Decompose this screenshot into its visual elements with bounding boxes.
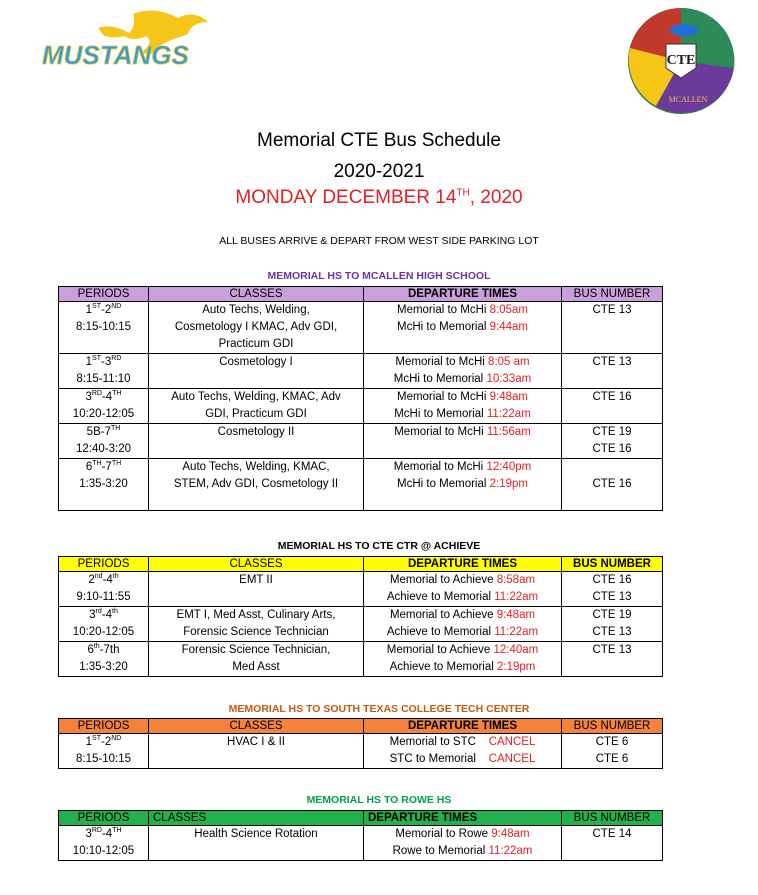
bus-cell: CTE 16 <box>562 389 663 424</box>
table-row <box>59 302 663 354</box>
table-row <box>59 572 663 607</box>
classes-cell: EMT I, Med Asst, Culinary Arts, Forensic Science Technician <box>149 607 364 642</box>
col-header-periods: PERIODS <box>59 719 149 734</box>
period-cell: 6th-7th 1:35-3:20 <box>59 642 149 677</box>
stc-table <box>58 718 663 769</box>
bus-cell: CTE 19 CTE 13 <box>562 607 663 642</box>
period-cell: 1ST-2ND 8:15-10:15 <box>59 734 149 769</box>
table-header-row <box>59 719 663 734</box>
schedule-date: MONDAY DECEMBER 14TH, 2020 <box>235 187 523 208</box>
table-row <box>59 642 663 677</box>
table-header-row <box>59 811 663 826</box>
period-cell: 1ST-2ND 8:15-10:15 <box>59 302 149 354</box>
departure-cell: Memorial to McHi 8:05am McHi to Memorial 9:44am <box>364 302 562 354</box>
mcallen-high-table <box>58 286 663 511</box>
cte-mcallen-logo <box>626 6 736 116</box>
table-row <box>59 389 663 424</box>
schedule-title: Memorial CTE Bus Schedule <box>257 130 501 151</box>
table-row <box>59 826 663 861</box>
bus-cell: CTE 13 <box>562 354 663 389</box>
parking-note: ALL BUSES ARRIVE & DEPART FROM WEST SIDE PARKING LOT <box>219 235 539 247</box>
rowe-table <box>58 810 663 861</box>
period-cell: 3rd-4th 10:20-12:05 <box>59 607 149 642</box>
departure-cell: Memorial to McHi 9:48am McHi to Memorial 11:22am <box>364 389 562 424</box>
table-row <box>59 424 663 459</box>
departure-cell: Memorial to McHi 8:05 am McHi to Memorial 10:33am <box>364 354 562 389</box>
departure-cell: Memorial to Rowe 9:48am Rowe to Memorial 11:22am <box>364 826 562 861</box>
classes-cell: EMT II <box>149 572 364 607</box>
period-cell: 3RD-4TH 10:20-12:05 <box>59 389 149 424</box>
period-cell: 2nd-4th 9:10-11:55 <box>59 572 149 607</box>
col-header-departure: DEPARTURE TIMES <box>364 557 562 572</box>
classes-cell: Health Science Rotation <box>149 826 364 861</box>
svg-text:CTE: CTE <box>666 53 696 68</box>
table-row <box>59 459 663 511</box>
col-header-bus: BUS NUMBER <box>562 811 663 826</box>
section-title-mcallen-high: MEMORIAL HS TO MCALLEN HIGH SCHOOL <box>267 270 491 282</box>
svg-text:MUSTANGS: MUSTANGS <box>42 40 189 70</box>
bus-cell: CTE 6 CTE 6 <box>562 734 663 769</box>
mustangs-logo <box>38 6 218 76</box>
classes-cell: Auto Techs, Welding, Cosmetology I KMAC, Adv GDI, Practicum GDI <box>149 302 364 354</box>
classes-cell: Cosmetology I <box>149 354 364 389</box>
departure-cell: Memorial to Achieve 9:48am Achieve to Memorial 11:22am <box>364 607 562 642</box>
period-cell: 1ST-3RD 8:15-11:10 <box>59 354 149 389</box>
col-header-periods: PERIODS <box>59 287 149 302</box>
table-header-row <box>59 557 663 572</box>
bus-cell: CTE 13 <box>562 642 663 677</box>
col-header-classes: CLASSES <box>149 719 364 734</box>
col-header-departure: DEPARTURE TIMES <box>364 719 562 734</box>
col-header-classes: CLASSES <box>149 811 364 826</box>
departure-cell: Memorial to McHi 12:40pm McHi to Memorial 2:19pm <box>364 459 562 511</box>
bus-cell: CTE 13 <box>562 302 663 354</box>
departure-cell: Memorial to Achieve 8:58am Achieve to Memorial 11:22am <box>364 572 562 607</box>
col-header-bus: BUS NUMBER <box>562 557 663 572</box>
col-header-periods: PERIODS <box>59 557 149 572</box>
classes-cell: Auto Techs, Welding, KMAC, STEM, Adv GDI, Cosmetology II <box>149 459 364 511</box>
classes-cell: Forensic Science Technician, Med Asst <box>149 642 364 677</box>
period-cell: 3RD-4TH 10:10-12:05 <box>59 826 149 861</box>
period-cell: 5B-7TH 12:40-3:20 <box>59 424 149 459</box>
col-header-departure: DEPARTURE TIMES <box>364 811 562 826</box>
classes-cell: HVAC I & II <box>149 734 364 769</box>
section-title-rowe: MEMORIAL HS TO ROWE HS <box>306 794 452 806</box>
col-header-classes: CLASSES <box>149 287 364 302</box>
bus-cell: CTE 16 <box>562 459 663 511</box>
table-row <box>59 734 663 769</box>
achieve-table <box>58 556 663 677</box>
col-header-departure: DEPARTURE TIMES <box>364 287 562 302</box>
table-row <box>59 607 663 642</box>
svg-text:MCALLEN: MCALLEN <box>668 95 708 104</box>
col-header-bus: BUS NUMBER <box>562 287 663 302</box>
bus-cell: CTE 16 CTE 13 <box>562 572 663 607</box>
col-header-bus: BUS NUMBER <box>562 719 663 734</box>
departure-cell: Memorial to McHi 11:56am <box>364 424 562 459</box>
table-header-row <box>59 287 663 302</box>
col-header-classes: CLASSES <box>149 557 364 572</box>
section-title-achieve: MEMORIAL HS TO CTE CTR @ ACHIEVE <box>277 540 481 552</box>
col-header-periods: PERIODS <box>59 811 149 826</box>
classes-cell: Cosmetology II <box>149 424 364 459</box>
bus-cell: CTE 19 CTE 16 <box>562 424 663 459</box>
bus-cell: CTE 14 <box>562 826 663 861</box>
table-row <box>59 354 663 389</box>
departure-cell: Memorial to Achieve 12:40am Achieve to Memorial 2:19pm <box>364 642 562 677</box>
classes-cell: Auto Techs, Welding, KMAC, Adv GDI, Practicum GDI <box>149 389 364 424</box>
period-cell: 6TH-7TH 1:35-3:20 <box>59 459 149 511</box>
school-year: 2020-2021 <box>333 161 425 182</box>
departure-cell: Memorial to STC CANCEL STC to Memorial CANCEL <box>364 734 562 769</box>
section-title-stc: MEMORIAL HS TO SOUTH TEXAS COLLEGE TECH CENTER <box>228 703 530 715</box>
